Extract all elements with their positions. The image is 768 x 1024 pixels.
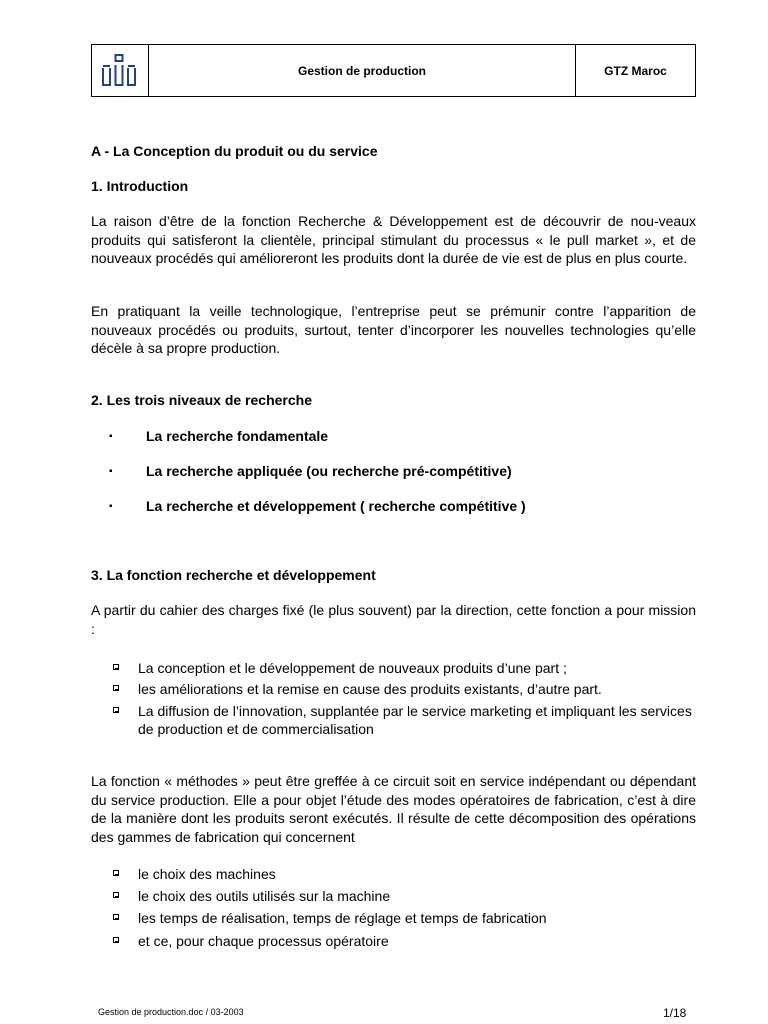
checkbox-bullet-icon xyxy=(113,914,119,920)
level-item xyxy=(109,428,328,444)
checkbox-bullet-icon xyxy=(113,664,119,670)
intro-heading: 1. Introduction xyxy=(91,178,189,194)
footer-filename: Gestion de production.doc / 03-2003 xyxy=(98,1007,244,1017)
checkbox-bullet-icon xyxy=(113,937,119,943)
choice-item: le choix des outils utilisés sur la machine xyxy=(113,887,696,905)
level-item xyxy=(109,463,512,479)
checkbox-bullet-icon xyxy=(113,892,119,898)
choice-item: et ce, pour chaque processus opératoire xyxy=(113,932,696,950)
checkbox-bullet-icon xyxy=(113,870,119,876)
rd-intro: A partir du cahier des charges fixé (le plus souvent) par la direction, cette fonction a pour mission : xyxy=(91,602,696,637)
footer-page-number: 1/18 xyxy=(663,1006,687,1020)
bullet-icon: ▪ xyxy=(109,431,113,442)
logo-cell xyxy=(92,45,149,96)
checkbox-bullet-icon xyxy=(113,685,119,691)
methods-paragraph: La fonction « méthodes » peut être greffée à ce circuit soit en service indépendant ou dépendant du service production. Elle a pour objet l’étude des modes opératoires de fabrication, c’est à dire de la manière dont les produits seront exécutés. Il résulte de cette décomposition des opérations des gammes de fabrication qui concernent xyxy=(91,773,696,845)
bullet-icon: ▪ xyxy=(109,466,113,477)
mission-item: La conception et le développement de nouveaux produits d’une part ; xyxy=(113,659,696,677)
intro-paragraph-2: En pratiquant la veille technologique, l’entreprise peut se prémunir contre l’apparition de nouveaux procédés ou produits, surtout, tenter d’incorporer les nouvelles technologies qu’elle décèle à sa propre production. xyxy=(91,303,696,356)
header-title: Gestion de production xyxy=(149,45,576,96)
choice-item: les temps de réalisation, temps de réglage et temps de fabrication xyxy=(113,909,696,927)
gtz-logo xyxy=(101,54,139,88)
rd-heading: 3. La fonction recherche et développement xyxy=(91,567,376,583)
bullet-icon: ▪ xyxy=(109,501,113,512)
level-item xyxy=(109,498,526,514)
header-org: GTZ Maroc xyxy=(604,63,667,78)
page-header xyxy=(91,44,696,97)
level-text: La recherche et développement ( recherche compétitive ) xyxy=(146,498,526,514)
level-text: La recherche fondamentale xyxy=(146,428,329,444)
intro-paragraph-1: La raison d’être de la fonction Recherche & Développement est de découvrir de nou-veaux produits qui satisferont la clientèle, principal stimulant du processus « le pull market », et de nouveaux procédés qui amélioreront les produits dont la durée de vie est de plus en plus courte. xyxy=(91,213,696,266)
level-text: La recherche appliquée (ou recherche pré-compétitive) xyxy=(146,463,512,479)
levels-heading: 2. Les trois niveaux de recherche xyxy=(91,392,312,408)
section-a-heading: A - La Conception du produit ou du service xyxy=(91,143,378,159)
mission-item: La diffusion de l’innovation, supplantée par le service marketing et impliquant les services de production et de commercialisation xyxy=(113,702,696,738)
mission-item: les améliorations et la remise en cause des produits existants, d’autre part. xyxy=(113,680,696,698)
choice-item: le choix des machines xyxy=(113,865,696,883)
checkbox-bullet-icon xyxy=(113,707,119,713)
